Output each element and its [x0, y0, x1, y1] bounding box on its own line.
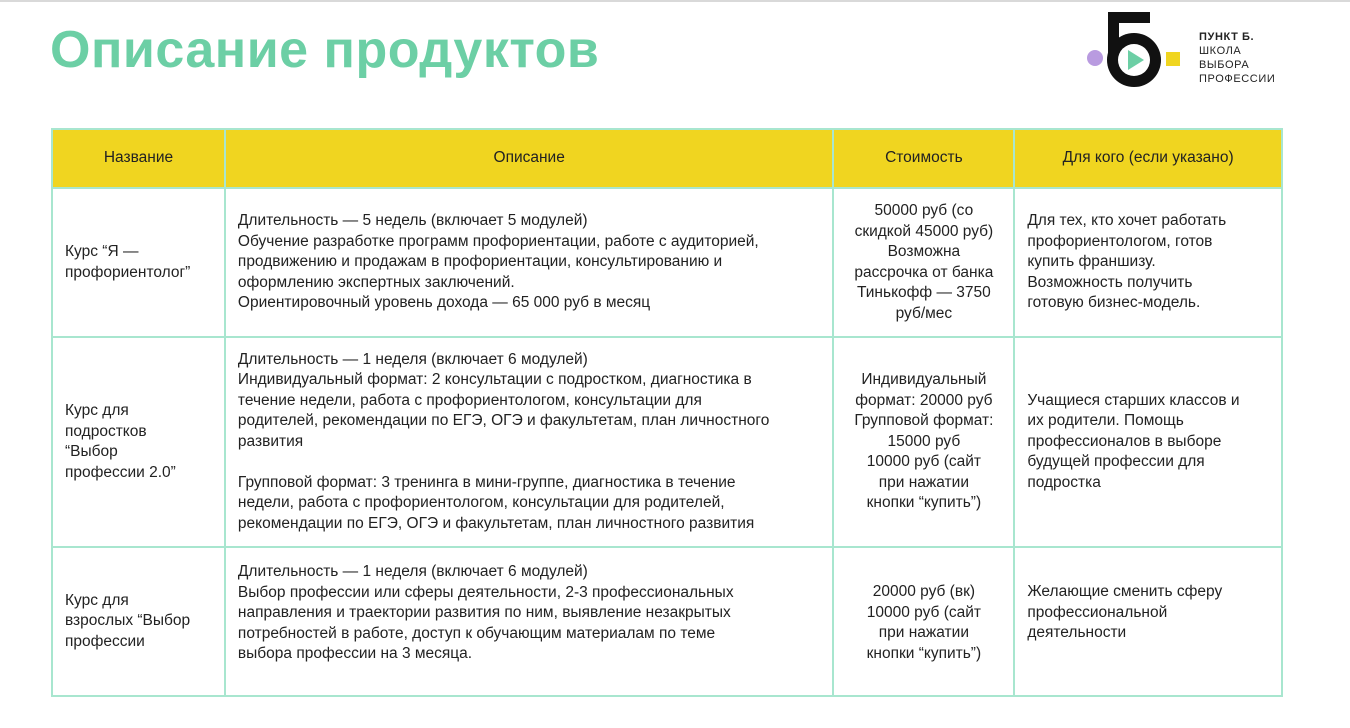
text-line: Курс для [65, 591, 129, 609]
text-line: кнопки “купить”) [866, 644, 982, 662]
text-line: 10000 руб (сайт [866, 603, 981, 621]
product-name [52, 337, 225, 547]
table-row [52, 337, 1282, 547]
product-price [833, 188, 1014, 337]
product-description [225, 337, 834, 547]
product-name [52, 188, 225, 337]
product-audience [1014, 337, 1282, 547]
text-line: подростков [65, 422, 147, 440]
text-line: 50000 руб (со [874, 202, 974, 219]
text-line: профориентолог” [65, 263, 191, 281]
product-name [52, 547, 225, 696]
text-line: купить франшизу. [1027, 253, 1156, 271]
text-line: 20000 руб (вк) [872, 583, 976, 600]
text-line: Возможна [887, 243, 961, 260]
text-line: Возможность получить [1027, 273, 1193, 291]
text-line: Желающие сменить сферу [1027, 583, 1223, 600]
text-line: выбора профессии на 3 месяца. [237, 645, 473, 662]
text-line: Курс “Я — [65, 243, 139, 260]
text-line: Индивидуальный [861, 371, 987, 389]
header-name: Название [52, 129, 225, 188]
product-description [225, 547, 834, 696]
text-line: профессии [65, 632, 145, 650]
text-line: будущей профессии для [1027, 453, 1205, 471]
text-line: родителей, рекомендации по ЕГЭ, ОГЭ и факультетам, план личностного [237, 412, 770, 430]
text-line: готовую бизнес-модель. [1027, 294, 1201, 312]
text-line: продвижению и продажам в профориентации, консультированию и [237, 253, 723, 271]
header-description: Описание [225, 129, 834, 188]
product-audience [1014, 188, 1282, 337]
text-line: 10000 руб (сайт [866, 453, 981, 471]
text-line: Групповой формат: 3 тренинга в мини-группе, диагностика в течение [237, 473, 736, 491]
logo-line: ПРОФЕССИИ [1199, 73, 1276, 85]
text-line: потребностей в работе, доступ к обучающим материалам по теме [237, 624, 716, 642]
text-line: подростка [1027, 473, 1101, 491]
text-line: профессионалов в выборе [1027, 432, 1222, 450]
text-line: 15000 руб [887, 432, 961, 450]
top-divider [0, 0, 1350, 2]
product-audience [1014, 547, 1282, 696]
logo-line: ПУНКТ Б. [1199, 31, 1255, 43]
logo-line: ШКОЛА [1199, 45, 1242, 57]
text-line: при нажатии [878, 473, 969, 491]
text-line: профессии 2.0” [65, 463, 176, 481]
text-line: Ориентировочный уровень дохода — 65 000 руб в месяц [237, 294, 651, 312]
text-line: течение недели, работа с профориентологом, консультации для [237, 391, 702, 409]
table-row [52, 547, 1282, 696]
text-line: Курс для [65, 402, 129, 419]
text-line: при нажатии [878, 624, 969, 641]
text-line: их родители. Помощь [1027, 412, 1184, 430]
logo-line: ВЫБОРА [1199, 59, 1250, 71]
products-table [51, 128, 1283, 697]
header-price: Стоимость [833, 129, 1014, 188]
text-line: Для тех, кто хочет работать [1027, 212, 1227, 230]
text-line: кнопки “купить”) [866, 494, 982, 512]
text-line: рекомендации по ЕГЭ, ОГЭ и факультетам, план личностного развития [237, 514, 755, 532]
table-row [52, 188, 1282, 337]
text-line: рассрочка от банка [854, 263, 994, 281]
logo-square-icon [1166, 52, 1180, 66]
text-line: оформлению экспертных заключений. [237, 273, 515, 291]
logo-text [1199, 30, 1275, 86]
text-line: Тинькофф — 3750 [856, 284, 991, 301]
text-line: формат: 20000 руб [855, 391, 993, 409]
header-audience: Для кого (если указано) [1014, 129, 1282, 188]
logo-dot-icon [1087, 50, 1103, 66]
logo-mark-icon [1084, 10, 1194, 90]
table-header-row [52, 129, 1282, 188]
text-line: профессиональной [1027, 603, 1168, 621]
text-line: скидкой 45000 руб) [854, 222, 994, 240]
product-price [833, 337, 1014, 547]
text-line: профориентологом, готов [1027, 232, 1213, 250]
text-line: Индивидуальный формат: 2 консультации с подростком, диагностика в [237, 371, 752, 389]
text-line: деятельности [1027, 624, 1127, 641]
text-line: Групповой формат: [854, 412, 994, 430]
text-line: руб/мес [895, 304, 953, 322]
text-line: направления и траектории развития по ним, выявление незакрытых [237, 604, 731, 621]
text-line: развития [237, 432, 304, 450]
text-line: “Выбор [65, 443, 118, 460]
text-line: Длительность — 1 неделя (включает 6 модулей) [237, 350, 588, 368]
text-line: взрослых “Выбор [65, 612, 191, 630]
text-line: Выбор профессии или сферы деятельности, 2-3 профессиональных [237, 583, 734, 601]
text-line: Обучение разработке программ профориентации, работе с аудиторией, [237, 232, 759, 250]
text-line: Длительность — 1 неделя (включает 6 модулей) [237, 563, 588, 580]
page-title: Описание продуктов [50, 21, 600, 79]
text-line: Длительность — 5 недель (включает 5 модулей) [237, 212, 588, 230]
product-description [225, 188, 834, 337]
text-line: Учащиеся старших классов и [1027, 391, 1240, 409]
product-price [833, 547, 1014, 696]
text-line: недели, работа с профориентологом, консультации для родителей, [237, 494, 725, 512]
paragraph-gap [238, 452, 821, 473]
brand-logo [1084, 10, 1284, 90]
